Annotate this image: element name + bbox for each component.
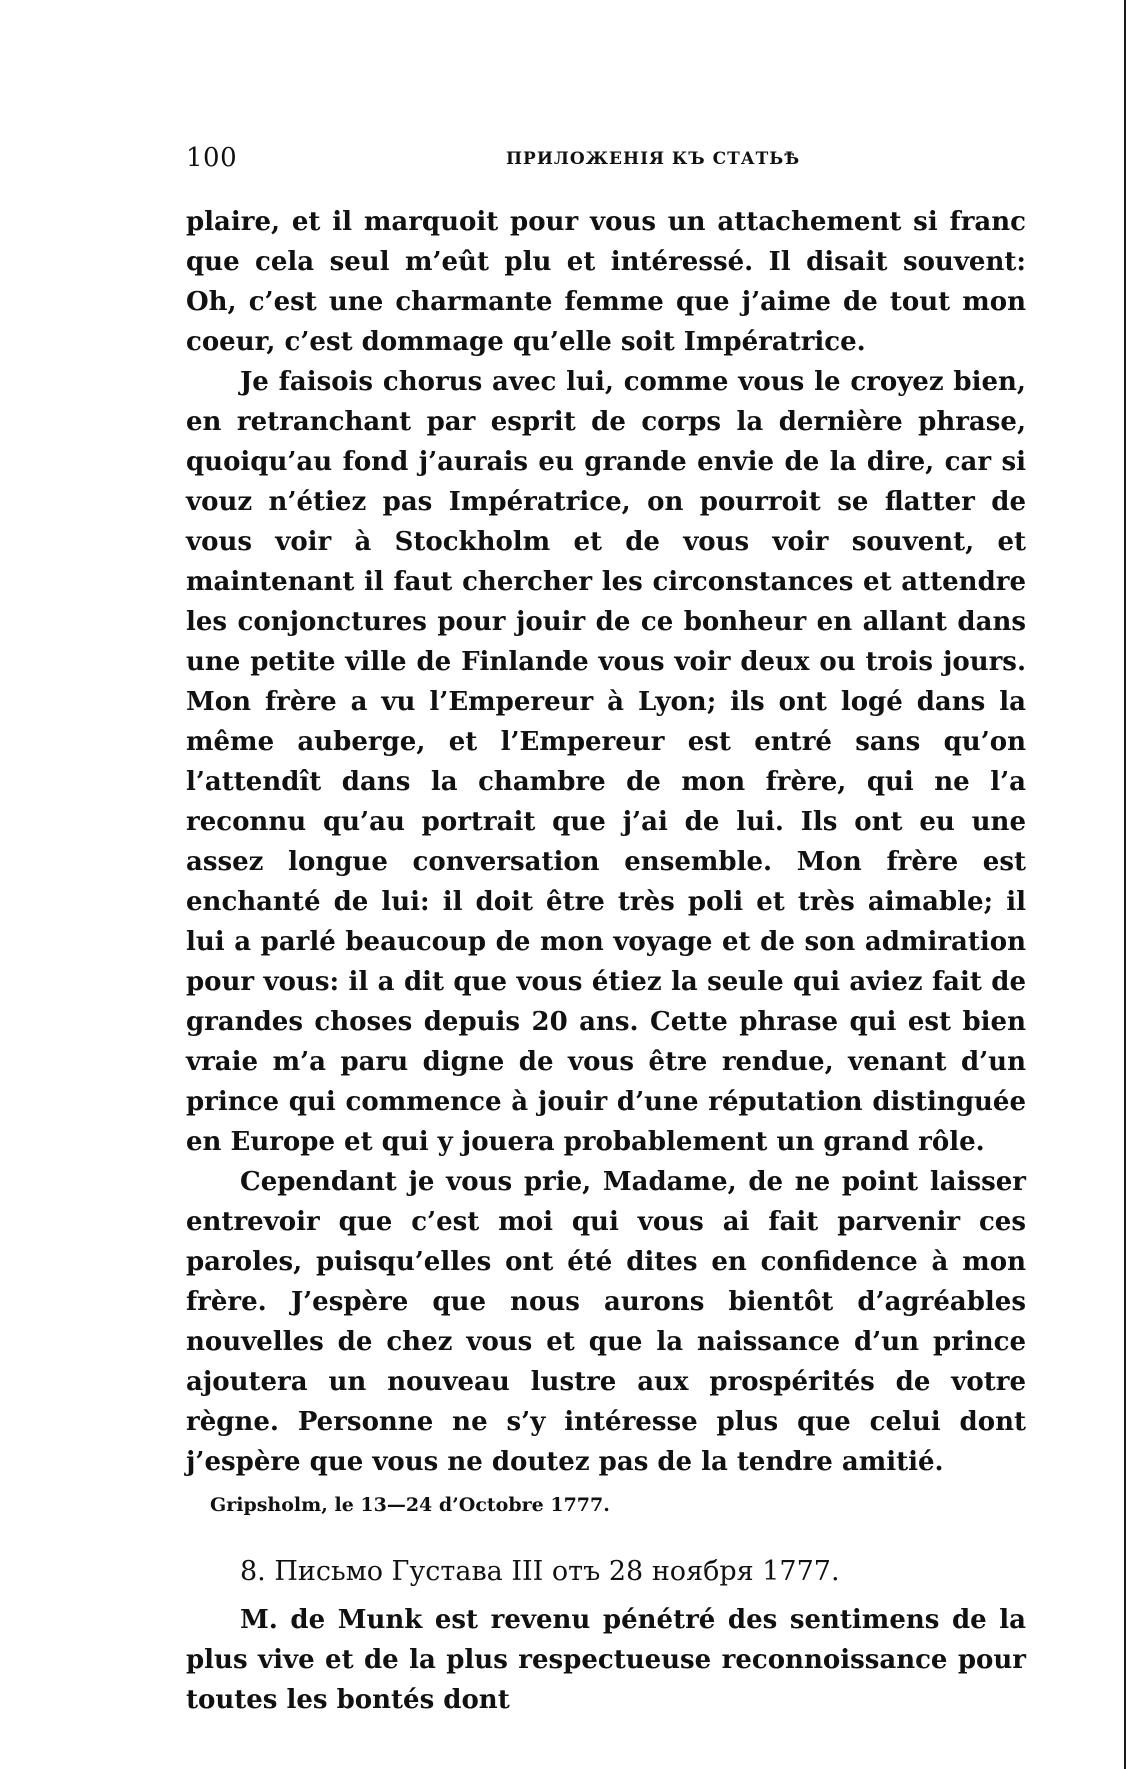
section-heading: 8. Письмо Густава III отъ 28 ноября 1777.	[240, 1556, 840, 1587]
page-edge-rule	[1124, 0, 1126, 1769]
page-header	[186, 143, 1026, 183]
page-number: 100	[186, 143, 238, 173]
letter-body	[186, 202, 1026, 1720]
paragraph-continued: plaire, et il marquoit pour vous un attachement si franc que cela seul m’eût plu et intéressé. Il disait souvent: Oh, c’est une charmante femme que j’aime de tout mon coeur, c’est dommage qu’elle soit Impératrice.	[186, 207, 1026, 357]
letter-dateline: Gripsholm, le 13—24 d’Octobre 1777.	[210, 1494, 610, 1516]
paragraph: Cependant je vous prie, Madame, de ne point laisser entrevoir que c’est moi qui vous ai fait parvenir ces paroles, puisqu’elles ont été dites en confidence à mon frère. J’espère que nous aurons bientôt d’agréables nouvelles de chez vous et que la naissance d’un prince ajoutera un nouveau lustre aux prospérités de votre règne. Personne ne s’y intéresse plus que celui dont j’espère que vous ne doutez pas de la tendre amitié.	[186, 1167, 1026, 1477]
running-title: ПРИЛОЖЕНІЯ КЪ СТАТЬѢ	[506, 149, 801, 169]
paragraph: Je faisois chorus avec lui, comme vous le croyez bien, en retranchant par esprit de corps la dernière phrase, quoiqu’au fond j’aurais eu grande envie de la dire, car si vouz n’étiez pas Impératrice, on pourroit se flatter de vous voir à Stockholm et de vous voir souvent, et maintenant il faut chercher les circonstances et attendre les conjonctures pour jouir de ce bonheur en allant dans une petite ville de Finlande vous voir deux ou trois jours. Mon frère a vu l’Empereur à Lyon; ils ont logé dans la même auberge, et l’Empereur est entré sans qu’on l’attendît dans la chambre de mon frère, qui ne l’a reconnu qu’au portrait que j’ai de lui. Ils ont eu une assez longue conversation ensemble. Mon frère est enchanté de lui: il doit être très poli et très aimable; il lui a parlé beaucoup de mon voyage et de son admiration pour vous: il a dit que vous étiez la seule qui aviez fait de grandes choses depuis 20 ans. Cette phrase qui est bien vraie m’a paru digne de vous être rendue, venant d’un prince qui commence à jouir d’une réputation distinguée en Europe et qui y jouera probablement un grand rôle.	[186, 367, 1026, 1157]
paragraph: M. de Munk est revenu pénétré des sentimens de la plus vive et de la plus respectueuse reconnoissance pour toutes les bontés dont	[186, 1605, 1026, 1715]
